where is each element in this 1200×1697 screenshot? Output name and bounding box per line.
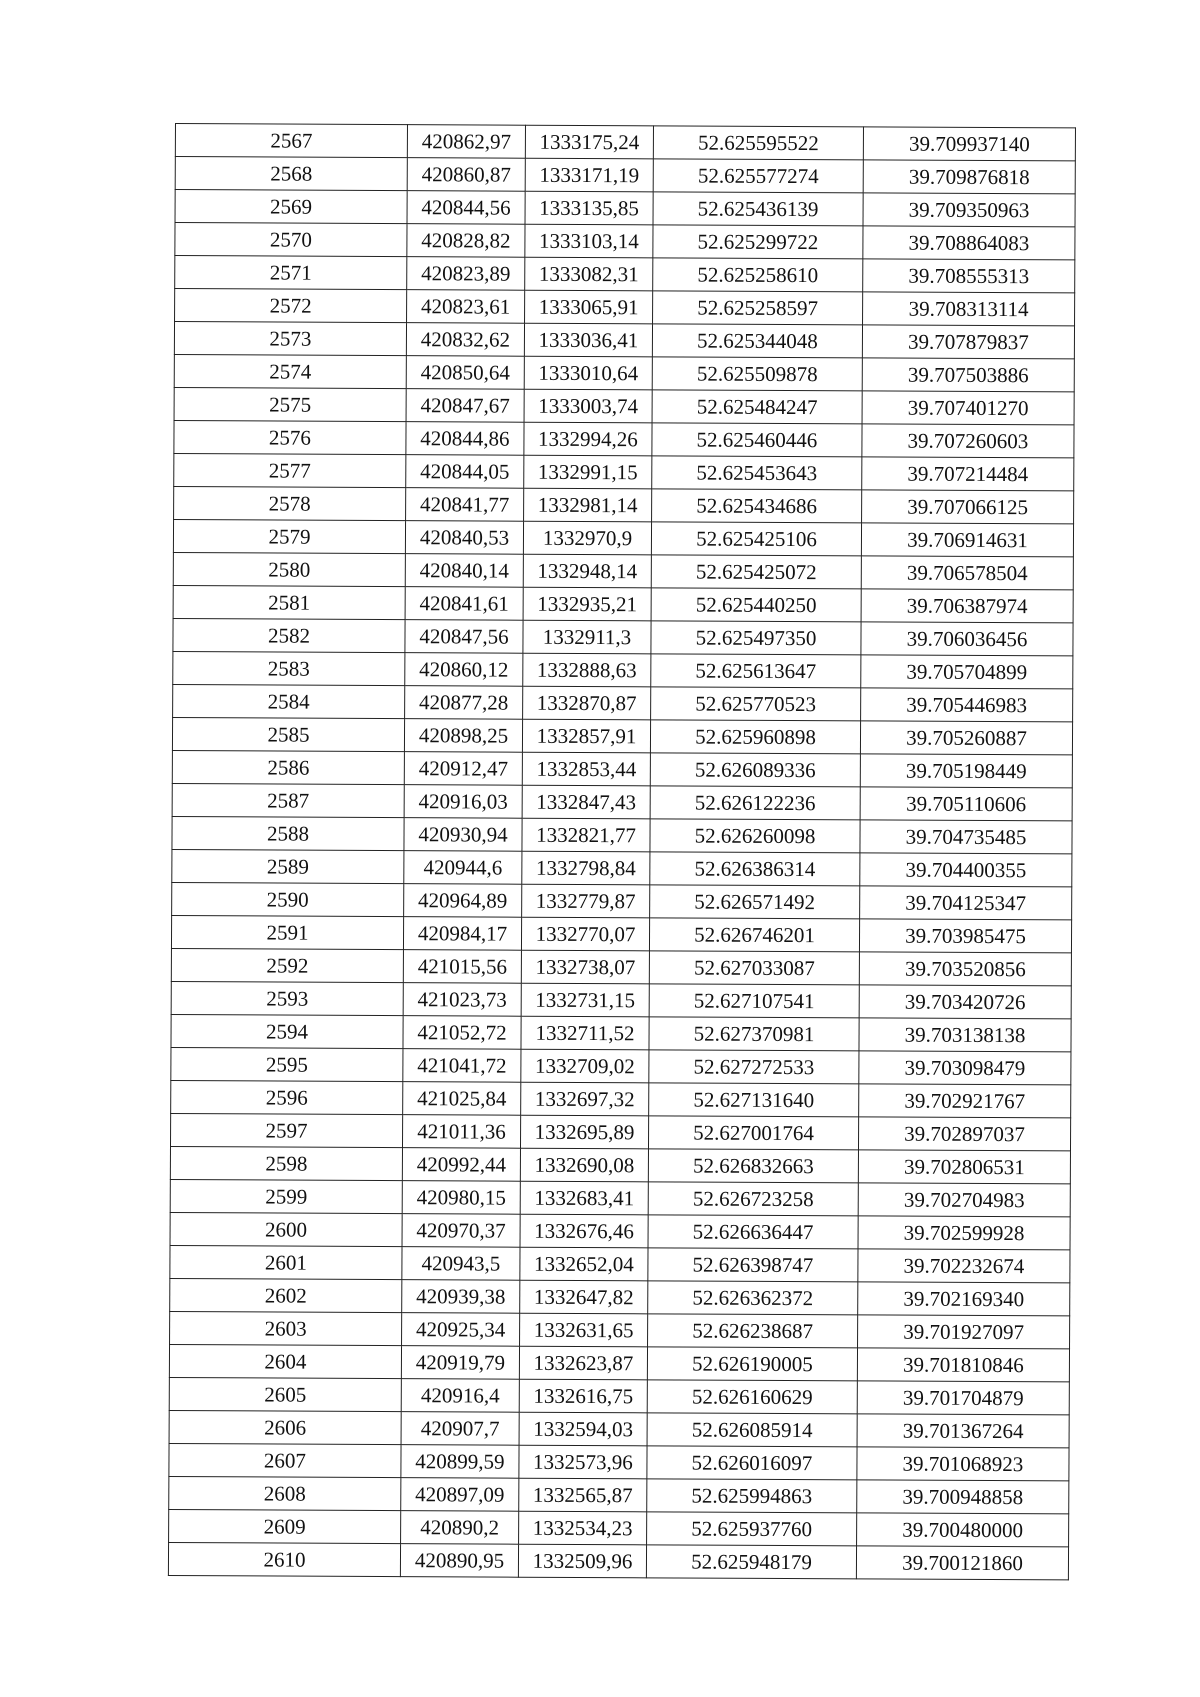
- coordinates-table-body: [168, 124, 1075, 1580]
- x-coordinate-cell: 421041,72: [403, 1049, 521, 1083]
- longitude-cell: 39.706914631: [861, 523, 1073, 557]
- table-row: [175, 190, 1075, 227]
- y-coordinate-cell: 1332676,46: [520, 1214, 648, 1248]
- longitude-cell: 39.705198449: [860, 754, 1072, 788]
- point-number-cell: 2584: [173, 684, 405, 718]
- point-number-cell: 2582: [173, 618, 405, 652]
- table-row: [171, 948, 1071, 985]
- point-number-cell: 2609: [169, 1509, 401, 1543]
- table-row: [174, 354, 1074, 391]
- y-coordinate-cell: 1333103,14: [525, 224, 653, 258]
- longitude-cell: 39.705704899: [861, 655, 1073, 689]
- x-coordinate-cell: 420840,53: [405, 521, 523, 555]
- y-coordinate-cell: 1333171,19: [525, 158, 653, 192]
- latitude-cell: 52.626016097: [647, 1446, 857, 1480]
- point-number-cell: 2569: [175, 190, 407, 224]
- point-number-cell: 2602: [170, 1278, 402, 1312]
- y-coordinate-cell: 1332534,23: [519, 1511, 647, 1545]
- table-row: [171, 915, 1071, 952]
- table-row: [169, 1344, 1069, 1381]
- x-coordinate-cell: 420912,47: [404, 752, 522, 786]
- point-number-cell: 2597: [170, 1113, 402, 1147]
- latitude-cell: 52.625497350: [651, 621, 861, 655]
- latitude-cell: 52.625937760: [647, 1512, 857, 1546]
- latitude-cell: 52.626238687: [648, 1314, 858, 1348]
- x-coordinate-cell: 420907,7: [401, 1412, 519, 1446]
- latitude-cell: 52.626832663: [648, 1149, 858, 1183]
- longitude-cell: 39.704125347: [860, 886, 1072, 920]
- latitude-cell: 52.626260098: [650, 819, 860, 853]
- longitude-cell: 39.701704879: [857, 1381, 1069, 1415]
- y-coordinate-cell: 1332695,89: [520, 1115, 648, 1149]
- table-row: [173, 651, 1073, 688]
- table-row: [169, 1377, 1069, 1414]
- table-row: [171, 1047, 1071, 1084]
- x-coordinate-cell: 420860,12: [405, 653, 523, 687]
- x-coordinate-cell: 420898,25: [404, 719, 522, 753]
- x-coordinate-cell: 420890,2: [401, 1511, 519, 1545]
- latitude-cell: 52.625434686: [652, 489, 862, 523]
- longitude-cell: 39.700480000: [857, 1513, 1069, 1547]
- longitude-cell: 39.702232674: [858, 1249, 1070, 1283]
- latitude-cell: 52.625960898: [650, 720, 860, 754]
- latitude-cell: 52.626362372: [648, 1281, 858, 1315]
- latitude-cell: 52.625948179: [646, 1545, 856, 1579]
- longitude-cell: 39.709350963: [863, 193, 1075, 227]
- point-number-cell: 2591: [171, 915, 403, 949]
- point-number-cell: 2610: [168, 1542, 400, 1576]
- y-coordinate-cell: 1332697,32: [521, 1082, 649, 1116]
- x-coordinate-cell: 420850,64: [406, 356, 524, 390]
- longitude-cell: 39.707260603: [862, 424, 1074, 458]
- table-row: [174, 322, 1074, 359]
- longitude-cell: 39.703098479: [859, 1051, 1071, 1085]
- longitude-cell: 39.703420726: [859, 985, 1071, 1019]
- latitude-cell: 52.625258597: [653, 291, 863, 325]
- x-coordinate-cell: 420925,34: [402, 1313, 520, 1347]
- x-coordinate-cell: 420970,37: [402, 1214, 520, 1248]
- table-row: [170, 1212, 1070, 1249]
- y-coordinate-cell: 1332594,03: [519, 1412, 647, 1446]
- table-row: [170, 1113, 1070, 1150]
- longitude-cell: 39.701367264: [857, 1414, 1069, 1448]
- table-row: [173, 519, 1073, 556]
- y-coordinate-cell: 1332711,52: [521, 1016, 649, 1050]
- y-coordinate-cell: 1332888,63: [523, 653, 651, 687]
- point-number-cell: 2568: [175, 157, 407, 191]
- point-number-cell: 2577: [174, 453, 406, 487]
- point-number-cell: 2606: [169, 1410, 401, 1444]
- y-coordinate-cell: 1332573,96: [519, 1445, 647, 1479]
- latitude-cell: 52.625994863: [647, 1479, 857, 1513]
- x-coordinate-cell: 420860,87: [407, 158, 525, 192]
- point-number-cell: 2594: [171, 1014, 403, 1048]
- longitude-cell: 39.700121860: [856, 1546, 1068, 1580]
- table-row: [170, 1311, 1070, 1348]
- x-coordinate-cell: 421011,36: [402, 1115, 520, 1149]
- table-row: [173, 618, 1073, 655]
- x-coordinate-cell: 420890,95: [400, 1544, 518, 1578]
- latitude-cell: 52.626636447: [648, 1215, 858, 1249]
- x-coordinate-cell: 420930,94: [404, 818, 522, 852]
- x-coordinate-cell: 420916,03: [404, 785, 522, 819]
- table-row: [174, 420, 1074, 457]
- table-row: [170, 1179, 1070, 1216]
- longitude-cell: 39.705260887: [860, 721, 1072, 755]
- latitude-cell: 52.625509878: [652, 357, 862, 391]
- y-coordinate-cell: 1332509,96: [518, 1544, 646, 1578]
- x-coordinate-cell: 420944,6: [404, 851, 522, 885]
- latitude-cell: 52.627107541: [649, 984, 859, 1018]
- longitude-cell: 39.707214484: [862, 457, 1074, 491]
- longitude-cell: 39.707401270: [862, 391, 1074, 425]
- latitude-cell: 52.625440250: [651, 588, 861, 622]
- latitude-cell: 52.625595522: [653, 126, 863, 160]
- y-coordinate-cell: 1333135,85: [525, 191, 653, 225]
- latitude-cell: 52.627131640: [649, 1083, 859, 1117]
- y-coordinate-cell: 1332935,21: [523, 587, 651, 621]
- point-number-cell: 2583: [173, 651, 405, 685]
- longitude-cell: 39.701927097: [858, 1315, 1070, 1349]
- longitude-cell: 39.705110606: [860, 787, 1072, 821]
- x-coordinate-cell: 421052,72: [403, 1016, 521, 1050]
- x-coordinate-cell: 420897,09: [401, 1478, 519, 1512]
- latitude-cell: 52.625344048: [652, 324, 862, 358]
- y-coordinate-cell: 1332798,84: [522, 851, 650, 885]
- point-number-cell: 2605: [169, 1377, 401, 1411]
- y-coordinate-cell: 1332870,87: [523, 686, 651, 720]
- y-coordinate-cell: 1332911,3: [523, 620, 651, 654]
- x-coordinate-cell: 421025,84: [403, 1082, 521, 1116]
- point-number-cell: 2599: [170, 1179, 402, 1213]
- x-coordinate-cell: 420984,17: [403, 917, 521, 951]
- x-coordinate-cell: 420899,59: [401, 1445, 519, 1479]
- point-number-cell: 2578: [174, 486, 406, 520]
- longitude-cell: 39.708555313: [863, 259, 1075, 293]
- x-coordinate-cell: 420832,62: [406, 323, 524, 357]
- latitude-cell: 52.625425106: [651, 522, 861, 556]
- table-row: [174, 387, 1074, 424]
- longitude-cell: 39.702169340: [858, 1282, 1070, 1316]
- longitude-cell: 39.709876818: [863, 160, 1075, 194]
- y-coordinate-cell: 1332631,65: [520, 1313, 648, 1347]
- point-number-cell: 2567: [175, 124, 407, 158]
- table-row: [172, 783, 1072, 820]
- point-number-cell: 2572: [175, 289, 407, 323]
- latitude-cell: 52.626190005: [647, 1347, 857, 1381]
- longitude-cell: 39.702806531: [858, 1150, 1070, 1184]
- point-number-cell: 2571: [175, 256, 407, 290]
- longitude-cell: 39.706578504: [861, 556, 1073, 590]
- latitude-cell: 52.625577274: [653, 159, 863, 193]
- longitude-cell: 39.700948858: [857, 1480, 1069, 1514]
- latitude-cell: 52.625453643: [652, 456, 862, 490]
- latitude-cell: 52.625299722: [653, 225, 863, 259]
- x-coordinate-cell: 420828,82: [407, 224, 525, 258]
- table-row: [171, 981, 1071, 1018]
- latitude-cell: 52.625613647: [651, 654, 861, 688]
- y-coordinate-cell: 1332847,43: [522, 785, 650, 819]
- point-number-cell: 2592: [171, 948, 403, 982]
- point-number-cell: 2586: [172, 750, 404, 784]
- point-number-cell: 2590: [172, 882, 404, 916]
- longitude-cell: 39.707503886: [862, 358, 1074, 392]
- y-coordinate-cell: 1332690,08: [520, 1148, 648, 1182]
- longitude-cell: 39.704735485: [860, 820, 1072, 854]
- y-coordinate-cell: 1332683,41: [520, 1181, 648, 1215]
- y-coordinate-cell: 1332616,75: [519, 1379, 647, 1413]
- table-row: [169, 1509, 1069, 1546]
- longitude-cell: 39.703138138: [859, 1018, 1071, 1052]
- y-coordinate-cell: 1333082,31: [525, 257, 653, 291]
- y-coordinate-cell: 1332565,87: [519, 1478, 647, 1512]
- y-coordinate-cell: 1333036,41: [524, 323, 652, 357]
- table-row: [173, 585, 1073, 622]
- longitude-cell: 39.702599928: [858, 1216, 1070, 1250]
- point-number-cell: 2600: [170, 1212, 402, 1246]
- point-number-cell: 2603: [170, 1311, 402, 1345]
- x-coordinate-cell: 420844,86: [406, 422, 524, 456]
- point-number-cell: 2596: [171, 1080, 403, 1114]
- point-number-cell: 2595: [171, 1047, 403, 1081]
- latitude-cell: 52.626386314: [650, 852, 860, 886]
- longitude-cell: 39.709937140: [863, 127, 1075, 161]
- table-row: [174, 486, 1074, 523]
- x-coordinate-cell: 420964,89: [404, 884, 522, 918]
- y-coordinate-cell: 1332948,14: [523, 554, 651, 588]
- y-coordinate-cell: 1332981,14: [524, 488, 652, 522]
- table-row: [174, 453, 1074, 490]
- table-row: [173, 552, 1073, 589]
- point-number-cell: 2574: [174, 354, 406, 388]
- longitude-cell: 39.707066125: [862, 490, 1074, 524]
- latitude-cell: 52.626746201: [649, 918, 859, 952]
- x-coordinate-cell: 420847,56: [405, 620, 523, 654]
- table-row: [170, 1146, 1070, 1183]
- coordinates-table: [168, 123, 1076, 1580]
- point-number-cell: 2576: [174, 420, 406, 454]
- x-coordinate-cell: 420862,97: [407, 125, 525, 159]
- y-coordinate-cell: 1332770,07: [521, 917, 649, 951]
- y-coordinate-cell: 1332652,04: [520, 1247, 648, 1281]
- x-coordinate-cell: 420823,89: [407, 257, 525, 291]
- point-number-cell: 2593: [171, 981, 403, 1015]
- x-coordinate-cell: 420916,4: [401, 1379, 519, 1413]
- x-coordinate-cell: 420943,5: [402, 1247, 520, 1281]
- latitude-cell: 52.625425072: [651, 555, 861, 589]
- longitude-cell: 39.701810846: [857, 1348, 1069, 1382]
- table-row: [175, 223, 1075, 260]
- longitude-cell: 39.708864083: [863, 226, 1075, 260]
- table-row: [172, 849, 1072, 886]
- latitude-cell: 52.625258610: [653, 258, 863, 292]
- longitude-cell: 39.708313114: [863, 292, 1075, 326]
- point-number-cell: 2607: [169, 1443, 401, 1477]
- table-row: [169, 1410, 1069, 1447]
- x-coordinate-cell: 420992,44: [402, 1148, 520, 1182]
- longitude-cell: 39.702921767: [859, 1084, 1071, 1118]
- latitude-cell: 52.626571492: [650, 885, 860, 919]
- point-number-cell: 2589: [172, 849, 404, 883]
- latitude-cell: 52.627001764: [648, 1116, 858, 1150]
- y-coordinate-cell: 1332738,07: [521, 950, 649, 984]
- x-coordinate-cell: 420841,61: [405, 587, 523, 621]
- y-coordinate-cell: 1333065,91: [525, 290, 653, 324]
- table-row: [175, 256, 1075, 293]
- y-coordinate-cell: 1333175,24: [525, 125, 653, 159]
- table-row: [171, 1014, 1071, 1051]
- table-row: [173, 684, 1073, 721]
- latitude-cell: 52.626398747: [648, 1248, 858, 1282]
- table-row: [169, 1443, 1069, 1480]
- longitude-cell: 39.703520856: [859, 952, 1071, 986]
- table-row: [172, 882, 1072, 919]
- table-row: [171, 1080, 1071, 1117]
- table-row: [172, 750, 1072, 787]
- point-number-cell: 2579: [173, 519, 405, 553]
- y-coordinate-cell: 1332647,82: [520, 1280, 648, 1314]
- latitude-cell: 52.626160629: [647, 1380, 857, 1414]
- latitude-cell: 52.626085914: [647, 1413, 857, 1447]
- longitude-cell: 39.704400355: [860, 853, 1072, 887]
- y-coordinate-cell: 1332709,02: [521, 1049, 649, 1083]
- longitude-cell: 39.707879837: [862, 325, 1074, 359]
- latitude-cell: 52.627033087: [649, 951, 859, 985]
- longitude-cell: 39.706387974: [861, 589, 1073, 623]
- latitude-cell: 52.627272533: [649, 1050, 859, 1084]
- y-coordinate-cell: 1333003,74: [524, 389, 652, 423]
- point-number-cell: 2585: [172, 717, 404, 751]
- y-coordinate-cell: 1332623,87: [519, 1346, 647, 1380]
- y-coordinate-cell: 1332857,91: [522, 719, 650, 753]
- point-number-cell: 2598: [170, 1146, 402, 1180]
- x-coordinate-cell: 420980,15: [402, 1181, 520, 1215]
- table-row: [175, 157, 1075, 194]
- longitude-cell: 39.705446983: [861, 688, 1073, 722]
- table-row: [172, 717, 1072, 754]
- y-coordinate-cell: 1332821,77: [522, 818, 650, 852]
- longitude-cell: 39.706036456: [861, 622, 1073, 656]
- latitude-cell: 52.626723258: [648, 1182, 858, 1216]
- y-coordinate-cell: 1332994,26: [524, 422, 652, 456]
- latitude-cell: 52.625484247: [652, 390, 862, 424]
- latitude-cell: 52.625770523: [651, 687, 861, 721]
- point-number-cell: 2573: [174, 322, 406, 356]
- latitude-cell: 52.626122236: [650, 786, 860, 820]
- point-number-cell: 2601: [170, 1245, 402, 1279]
- x-coordinate-cell: 421023,73: [403, 983, 521, 1017]
- table-row: [170, 1278, 1070, 1315]
- y-coordinate-cell: 1332731,15: [521, 983, 649, 1017]
- x-coordinate-cell: 420919,79: [401, 1346, 519, 1380]
- y-coordinate-cell: 1333010,64: [524, 356, 652, 390]
- latitude-cell: 52.627370981: [649, 1017, 859, 1051]
- table-row: [172, 816, 1072, 853]
- point-number-cell: 2575: [174, 387, 406, 421]
- latitude-cell: 52.625460446: [652, 423, 862, 457]
- x-coordinate-cell: 420939,38: [402, 1280, 520, 1314]
- point-number-cell: 2581: [173, 585, 405, 619]
- y-coordinate-cell: 1332991,15: [524, 455, 652, 489]
- y-coordinate-cell: 1332779,87: [522, 884, 650, 918]
- table-row: [168, 1542, 1068, 1579]
- longitude-cell: 39.702704983: [858, 1183, 1070, 1217]
- x-coordinate-cell: 420847,67: [406, 389, 524, 423]
- y-coordinate-cell: 1332853,44: [522, 752, 650, 786]
- x-coordinate-cell: 420840,14: [405, 554, 523, 588]
- point-number-cell: 2604: [169, 1344, 401, 1378]
- table-row: [170, 1245, 1070, 1282]
- longitude-cell: 39.701068923: [857, 1447, 1069, 1481]
- point-number-cell: 2588: [172, 816, 404, 850]
- table-row: [175, 124, 1075, 161]
- longitude-cell: 39.702897037: [858, 1117, 1070, 1151]
- point-number-cell: 2587: [172, 783, 404, 817]
- table-row: [169, 1476, 1069, 1513]
- x-coordinate-cell: 421015,56: [403, 950, 521, 984]
- latitude-cell: 52.626089336: [650, 753, 860, 787]
- x-coordinate-cell: 420823,61: [407, 290, 525, 324]
- x-coordinate-cell: 420841,77: [406, 488, 524, 522]
- longitude-cell: 39.703985475: [859, 919, 1071, 953]
- point-number-cell: 2608: [169, 1476, 401, 1510]
- point-number-cell: 2580: [173, 552, 405, 586]
- x-coordinate-cell: 420877,28: [405, 686, 523, 720]
- table-row: [175, 289, 1075, 326]
- point-number-cell: 2570: [175, 223, 407, 257]
- latitude-cell: 52.625436139: [653, 192, 863, 226]
- x-coordinate-cell: 420844,05: [406, 455, 524, 489]
- y-coordinate-cell: 1332970,9: [523, 521, 651, 555]
- x-coordinate-cell: 420844,56: [407, 191, 525, 225]
